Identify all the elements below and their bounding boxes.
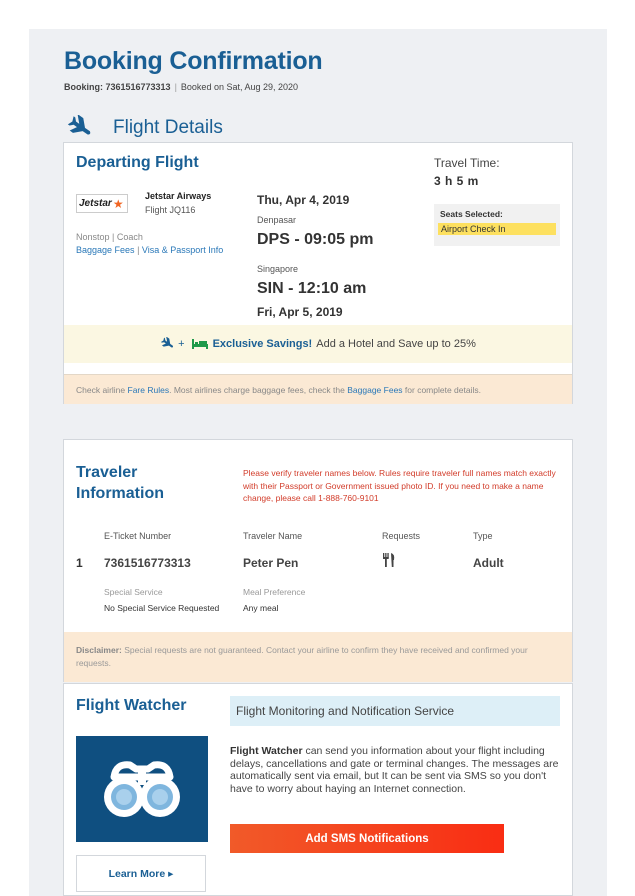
booking-number: Booking: 7361516773313 (64, 82, 171, 92)
departure-city: Denpasar (257, 215, 297, 225)
traveler-title-line1: Traveler (76, 464, 138, 481)
fare-prefix: Check airline (76, 385, 126, 395)
add-sms-notifications-button[interactable]: Add SMS Notifications (230, 824, 504, 853)
fare-suffix: for complete details. (404, 385, 481, 395)
meal-label: Meal Preference (243, 587, 306, 597)
airline-logo (76, 194, 128, 213)
flight-watcher-bold: Flight Watcher (230, 745, 303, 757)
traveler-info-card (63, 439, 573, 682)
baggage-fees-link-2[interactable]: Baggage Fees (347, 385, 403, 395)
arrival-time: SIN - 12:10 am (257, 280, 367, 297)
airplane-icon (160, 337, 175, 351)
disclaimer-label: Disclaimer: (76, 645, 122, 655)
fork-knife-icon (382, 553, 396, 567)
seats-value: Airport Check In (438, 223, 556, 235)
meal-value: Any meal (243, 603, 279, 613)
link-separator: | (137, 245, 140, 255)
airline-logo-text: Jetstar (79, 198, 112, 209)
traveler-info-title (76, 462, 164, 504)
savings-icons (160, 337, 207, 351)
traveler-title-line2: Information (76, 485, 164, 502)
seats-selected-box (434, 204, 560, 246)
savings-title: Exclusive Savings! (212, 338, 313, 350)
col-header-requests: Requests (382, 531, 421, 541)
special-service-label: Special Service (104, 587, 163, 597)
traveler-index: 1 (76, 556, 83, 570)
name-warning: Please verify traveler names below. Rules require traveler full names match exactly with their Passport or Government issued photo ID. If you need to make a name change, please call 1-888-760-9101 (243, 468, 556, 503)
flight-watcher-title: Flight Watcher (76, 697, 187, 714)
confirmation-page (29, 29, 607, 896)
star-icon: ★ (112, 196, 124, 211)
col-header-type: Type (473, 531, 493, 541)
flight-watcher-desc-text: can send you information about your flight including delays, cancellations and gate or terminal changes. The messages are automatically sent via email, but It can be sent via SMS so you don't have to worry about haying an Internet connection. (230, 745, 559, 795)
col-header-name: Traveler Name (243, 531, 303, 541)
airplane-icon (67, 115, 93, 141)
special-service-value: No Special Service Requested (104, 603, 220, 613)
flight-links (76, 245, 223, 255)
flight-details-title: Flight Details (113, 117, 223, 138)
fare-rules-bar (64, 374, 572, 404)
savings-text: Add a Hotel and Save up to 25% (316, 338, 476, 350)
binoculars-icon (100, 757, 184, 821)
col-header-ticket: E-Ticket Number (104, 531, 172, 541)
cabin-info: Nonstop | Coach (76, 232, 143, 242)
monitoring-service-title: Flight Monitoring and Notification Service (230, 696, 560, 726)
departure-date: Thu, Apr 4, 2019 (257, 193, 350, 207)
fare-middle: . Most airlines charge baggage fees, check the (169, 385, 345, 395)
arrival-date: Fri, Apr 5, 2019 (257, 305, 343, 319)
arrival-city: Singapore (257, 264, 299, 274)
departing-flight-title: Departing Flight (76, 154, 199, 171)
baggage-fees-link[interactable]: Baggage Fees (76, 245, 135, 255)
flight-number: Flight JQ116 (145, 205, 196, 215)
flight-watcher-card (63, 683, 573, 896)
traveler-name: Peter Pen (243, 556, 299, 570)
fare-rules-link[interactable]: Fare Rules (127, 385, 170, 395)
traveler-type: Adult (473, 556, 504, 570)
ticket-number: 7361516773313 (104, 556, 191, 570)
plus-sign: + (178, 338, 185, 350)
travel-time-label: Travel Time: (434, 156, 500, 170)
flight-watcher-description (230, 745, 560, 795)
hotel-savings-banner[interactable] (64, 325, 572, 363)
flight-details-header (67, 113, 223, 143)
learn-more-button[interactable]: Learn More ▸ (76, 855, 206, 892)
disclaimer-text: Special requests are not guaranteed. Contact your airline to confirm they have received and confirmed your requests. (76, 645, 528, 668)
disclaimer (64, 632, 572, 682)
airline-name: Jetstar Airways (145, 191, 212, 201)
seats-label: Seats Selected: (440, 209, 503, 219)
visa-passport-link[interactable]: Visa & Passport Info (141, 245, 224, 255)
flight-watcher-tile (76, 736, 208, 842)
booking-info (64, 82, 298, 92)
travel-time-value: 3 h 5 m (434, 174, 479, 188)
departure-time: DPS - 09:05 pm (257, 231, 374, 248)
separator: | (174, 82, 177, 92)
page-title: Booking Confirmation (64, 47, 323, 75)
booked-on-date: Booked on Sat, Aug 29, 2020 (180, 82, 299, 92)
departing-flight-card (63, 142, 573, 404)
bed-icon (192, 339, 208, 349)
